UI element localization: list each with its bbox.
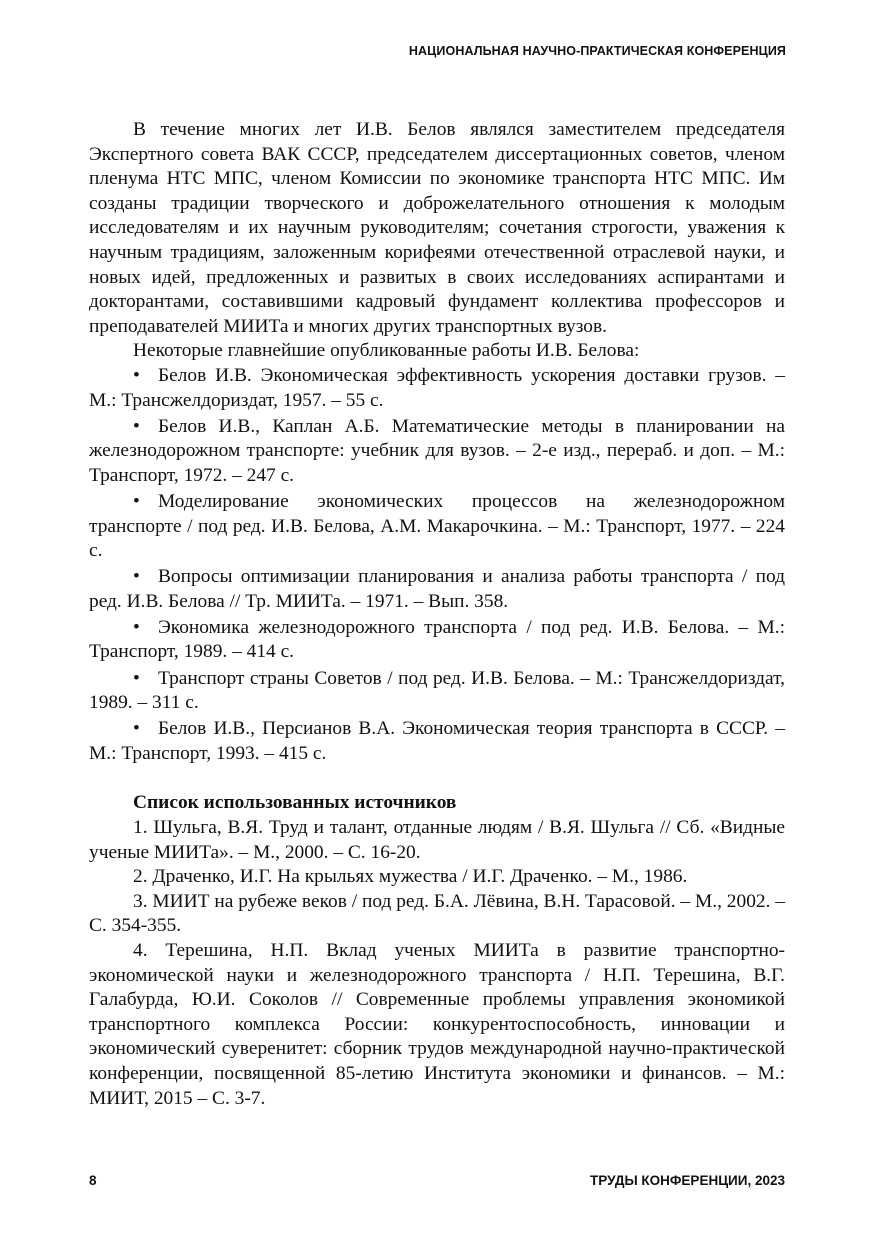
- works-list-item: [89, 415, 785, 489]
- works-list-item: [89, 565, 785, 614]
- bullet-icon: •: [133, 490, 140, 512]
- footer-title: ТРУДЫ КОНФЕРЕНЦИИ, 2023: [590, 1173, 785, 1188]
- reference-item: 3. МИИТ на рубеже веков / под ред. Б.А. Лёвина, В.Н. Тарасовой. – М., 2002. – С. 354-355.: [89, 890, 785, 937]
- work-text: Моделирование экономических процессов на железнодорожном транспорте / под ред. И.В. Белова, А.М. Макарочкина. – М.: Транспорт, 1977. – 224 с.: [89, 490, 785, 562]
- paragraph-works-intro: Некоторые главнейшие опубликованные работы И.В. Белова:: [133, 340, 640, 362]
- works-list-item: [89, 364, 785, 413]
- works-list: [89, 364, 785, 767]
- page-number: 8: [89, 1173, 97, 1188]
- bullet-icon: •: [133, 364, 140, 386]
- work-text: Белов И.В., Персианов В.А. Экономическая теория транспорта в СССР. – М.: Транспорт, 1993. – 415 с.: [89, 718, 785, 764]
- bullet-icon: •: [133, 616, 140, 638]
- bullet-icon: •: [133, 415, 140, 437]
- work-text: Экономика железнодорожного транспорта / под ред. И.В. Белова. – М.: Транспорт, 1989. – 414 с.: [89, 616, 785, 663]
- works-list-item: [89, 616, 785, 665]
- references-heading: Список использованных источников: [133, 792, 457, 814]
- article-body: [89, 118, 785, 1111]
- bullet-icon: •: [133, 566, 140, 588]
- reference-item: 4. Терешина, Н.П. Вклад ученых МИИТа в развитие транспортно-экономической науки и железнодорожного транспорта / Н.П. Терешина, В.Г. Галабурда, Ю.И. Соколов // Современные проблемы управления экономикой транспортного комплекса России: конкурентоспособность, инновации и экономический суверенитет: сборник трудов международной научно-практической конференции, посвященной 85-летию Института экономики и финансов. – М.: МИИТ, 2015 – С. 3-7.: [89, 940, 785, 1109]
- work-text: Транспорт страны Советов / под ред. И.В. Белова. – М.: Трансжелдориздат, 1989. – 311 с.: [89, 667, 785, 714]
- bullet-icon: •: [133, 667, 140, 689]
- work-text: Вопросы оптимизации планирования и анализа работы транспорта / под ред. И.В. Белова // Тр. МИИТа. – 1971. – Вып. 358.: [89, 566, 785, 612]
- works-list-item: [89, 717, 785, 766]
- work-text: Белов И.В., Каплан А.Б. Математические методы в планировании на железнодорожном транспорте: учебник для вузов. – 2-е изд., перераб. и доп. – М.: Транспорт, 1972. – 247 с.: [89, 415, 785, 486]
- works-list-item: [89, 490, 785, 564]
- reference-item: 1. Шульга, В.Я. Труд и талант, отданные людям / В.Я. Шульга // Сб. «Видные ученые МИИТа». – М., 2000. – С. 16-20.: [89, 817, 785, 863]
- references-list: [89, 816, 785, 1111]
- reference-item: 2. Драченко, И.Г. На крыльях мужества / И.Г. Драченко. – М., 1986.: [133, 866, 688, 888]
- works-list-item: [89, 667, 785, 716]
- bullet-icon: •: [133, 718, 140, 740]
- paragraph-biography: В течение многих лет И.В. Белов являлся заместителем председателя Экспертного совета ВАК СССР, председателем диссертационных советов, членом пленума НТС МПС, членом Комиссии по экономике транспорта НТС МПС. Им созданы традиции творческого и доброжелательного отношения к молодым исследователям и их научным руководителям; сочетания строгости, уважения к научным традициям, заложенным корифеями отечественной отраслевой науки, и новых идей, предложенных и развитых в своих исследованиях аспирантами и докторантами, составившими кадровый фундамент коллектива профессоров и преподавателей МИИТа и многих других транспортных вузов.: [89, 119, 785, 337]
- running-header: НАЦИОНАЛЬНАЯ НАУЧНО-ПРАКТИЧЕСКАЯ КОНФЕРЕНЦИЯ: [408, 44, 786, 58]
- work-text: Белов И.В. Экономическая эффективность ускорения доставки грузов. – М.: Трансжелдориздат, 1957. – 55 с.: [89, 364, 785, 411]
